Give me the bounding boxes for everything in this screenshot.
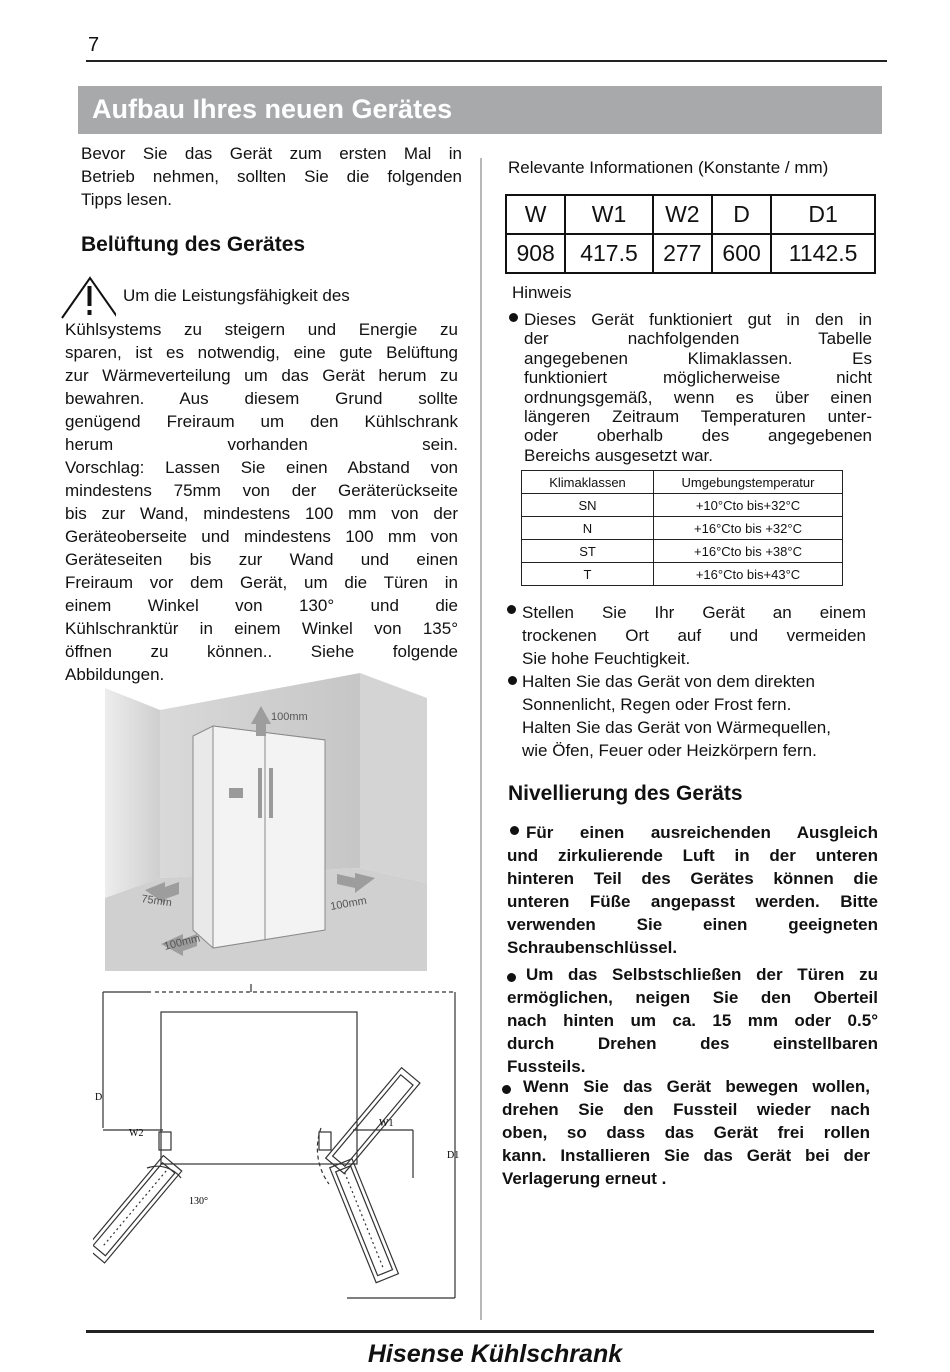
clearance-back-label: 75mm — [140, 893, 173, 910]
clearance-top-label: 100mm — [271, 711, 308, 723]
clearance-side-label: 100mm — [329, 894, 368, 913]
dimension-d1-label: D1 — [447, 1150, 460, 1161]
ventilation-line: zur Wärmeverteilung um das Gerät herum zu — [65, 366, 458, 385]
climate-class: N — [522, 517, 654, 540]
ventilation-line: genügend Freiraum um den Kühlschrank — [65, 412, 458, 431]
ventilation-line: herum vorhanden sein. — [65, 435, 458, 454]
note-line: der nachfolgenden Tabelle — [524, 329, 872, 349]
leveling-item-1 — [507, 821, 878, 959]
placement-line: Halten Sie das Gerät von dem direkten — [522, 672, 815, 691]
ventilation-line: einem Winkel von 130° und die — [65, 596, 458, 615]
leveling-line: Verlagerung erneut . — [502, 1169, 667, 1188]
bullet-icon — [507, 605, 516, 614]
clearance-front-label: 100mm — [162, 932, 202, 953]
placement-line: Sie hohe Feuchtigkeit. — [522, 649, 691, 668]
ventilation-line: sparen, ist es notwendig, eine gute Belüftung — [65, 343, 458, 362]
ventilation-line: bewahren. Aus diesem Grund sollte — [65, 389, 458, 408]
placement-sun-item — [522, 670, 882, 762]
leveling-item-3 — [502, 1075, 870, 1190]
dimension-value: 908 — [506, 234, 565, 273]
placement-line: trockenen Ort auf und vermeiden — [522, 626, 866, 645]
dimension-header: D1 — [771, 195, 875, 234]
leveling-line: und zirkulierende Luft in der unteren — [507, 846, 878, 865]
leveling-line: durch Drehen des einstellbaren — [507, 1034, 878, 1053]
door-angle-label: 130° — [189, 1196, 208, 1207]
climate-class-table — [521, 470, 843, 586]
page-footer: Hisense Kühlschrank — [367, 1340, 623, 1368]
leveling-line: hinteren Teil des Gerätes können die — [507, 869, 878, 888]
ventilation-heading: Belüftung des Gerätes — [81, 233, 306, 256]
dimensions-header-row — [506, 195, 875, 234]
dimensions-caption: Relevante Informationen (Konstante / mm) — [508, 158, 829, 177]
climate-header: Umgebungstemperatur — [654, 471, 843, 494]
warning-triangle-icon — [60, 276, 116, 320]
climate-row — [522, 494, 843, 517]
dimension-value: 1142.5 — [771, 234, 875, 273]
note-line: Dieses Gerät funktioniert gut in den in — [524, 310, 872, 329]
leveling-line: kann. Installieren Sie das Gerät bei der — [502, 1146, 870, 1165]
ventilation-line: Geräteseiten bis zur Wand und einen — [65, 550, 458, 569]
dimension-header: W2 — [653, 195, 712, 234]
ventilation-line: Geräteoberseite und mindestens 100 mm von — [65, 527, 458, 546]
dimension-w1-label: W1 — [379, 1118, 394, 1129]
note-paragraph — [524, 310, 872, 465]
leveling-line: Für einen ausreichenden Ausgleich — [526, 823, 878, 842]
leveling-line: drehen Sie den Fussteil wieder nach — [502, 1100, 870, 1119]
leveling-line: oben, so dass das Gerät frei rollen — [502, 1123, 870, 1142]
dimension-header: D — [712, 195, 771, 234]
page-number: 7 — [88, 34, 100, 56]
note-line: Bereichs ausgesetzt war. — [524, 445, 713, 465]
climate-class: SN — [522, 494, 654, 517]
bullet-icon — [508, 676, 517, 685]
page-title: Aufbau Ihres neuen Gerätes — [78, 86, 882, 134]
leveling-line: ermöglichen, neigen Sie den Oberteil — [507, 988, 878, 1007]
leveling-line: Um das Selbstschließen der Türen zu — [526, 965, 878, 984]
door-opening-figure — [93, 978, 471, 1313]
bottom-rule — [86, 1330, 874, 1333]
dimension-header: W — [506, 195, 565, 234]
placement-dry-item — [522, 601, 866, 670]
intro-paragraph — [81, 142, 462, 211]
note-label: Hinweis — [512, 283, 572, 302]
note-line: angegebenen Klimaklassen. Es — [524, 348, 872, 368]
leveling-heading: Nivellierung des Geräts — [508, 782, 743, 805]
note-line: längeren Zeitraum Temperaturen unter- — [524, 406, 872, 426]
intro-line: Bevor Sie das Gerät zum ersten Mal in — [81, 144, 462, 163]
ventilation-line: bis zur Wand, mindestens 100 mm von der — [65, 504, 458, 523]
climate-temperature: +16°Cto bis+43°C — [654, 563, 843, 586]
leveling-line: unteren Füße angepasst werden. Bitte — [507, 892, 878, 911]
dimension-w2-label: W2 — [129, 1128, 144, 1139]
climate-header: Klimaklassen — [522, 471, 654, 494]
column-divider — [480, 158, 482, 1320]
dimension-d-label: D — [95, 1092, 103, 1103]
ventilation-line: öffnen zu können.. Siehe folgende — [65, 642, 458, 661]
dimension-header: W1 — [565, 195, 652, 234]
placement-line: wie Öfen, Feuer oder Heizkörpern fern. — [522, 741, 817, 760]
note-line: oder oberhalb des angegebenen — [524, 426, 872, 446]
note-line: funktioniert möglicherweise nicht — [524, 368, 872, 388]
climate-temperature: +10°Cto bis+32°C — [654, 494, 843, 517]
climate-row — [522, 517, 843, 540]
bullet-icon — [509, 313, 518, 322]
intro-line: Tipps lesen. — [81, 190, 173, 209]
climate-temperature: +16°Cto bis +32°C — [654, 517, 843, 540]
leveling-item-2 — [507, 963, 878, 1078]
climate-class: T — [522, 563, 654, 586]
dimension-value: 417.5 — [565, 234, 652, 273]
climate-header-row — [522, 471, 843, 494]
dimension-value: 600 — [712, 234, 771, 273]
dimensions-value-row — [506, 234, 875, 273]
leveling-line: nach hinten um ca. 15 mm oder 0.5° — [507, 1011, 878, 1030]
ventilation-body — [65, 318, 458, 686]
placement-line: Stellen Sie Ihr Gerät an einem — [522, 603, 866, 622]
ventilation-line: Freiraum vor dem Gerät, um die Türen in — [65, 573, 458, 592]
leveling-line: Fussteils. — [507, 1057, 586, 1076]
note-line: ordnungsgemäß, wenn es über einen — [524, 387, 872, 407]
dimensions-table — [505, 194, 876, 274]
placement-line: Halten Sie das Gerät von Wärmequellen, — [522, 718, 831, 737]
climate-row — [522, 563, 843, 586]
intro-line: Betrieb nehmen, sollten Sie die folgenden — [81, 167, 462, 186]
dimension-value: 277 — [653, 234, 712, 273]
leveling-line: Wenn Sie das Gerät bewegen wollen, — [523, 1077, 870, 1096]
ventilation-line: Vorschlag: Lassen Sie einen Abstand von — [65, 458, 458, 477]
ventilation-line: Abbildungen. — [65, 665, 165, 684]
climate-temperature: +16°Cto bis +38°C — [654, 540, 843, 563]
leveling-line: verwenden Sie einen geeigneten — [507, 915, 878, 934]
climate-class: ST — [522, 540, 654, 563]
ventilation-line: mindestens 75mm von der Geräterückseite — [65, 481, 458, 500]
placement-line: Sonnenlicht, Regen oder Frost fern. — [522, 695, 792, 714]
ventilation-line: Kühlsystems zu steigern und Energie zu — [65, 320, 458, 339]
top-rule — [86, 60, 887, 62]
ventilation-line: Kühlschranktür in einem Winkel von 135° — [65, 619, 458, 638]
clearance-figure — [105, 668, 427, 971]
climate-row — [522, 540, 843, 563]
leveling-line: Schraubenschlüssel. — [507, 938, 678, 957]
ventilation-first-line: Um die Leistungsfähigkeit des — [123, 286, 350, 305]
